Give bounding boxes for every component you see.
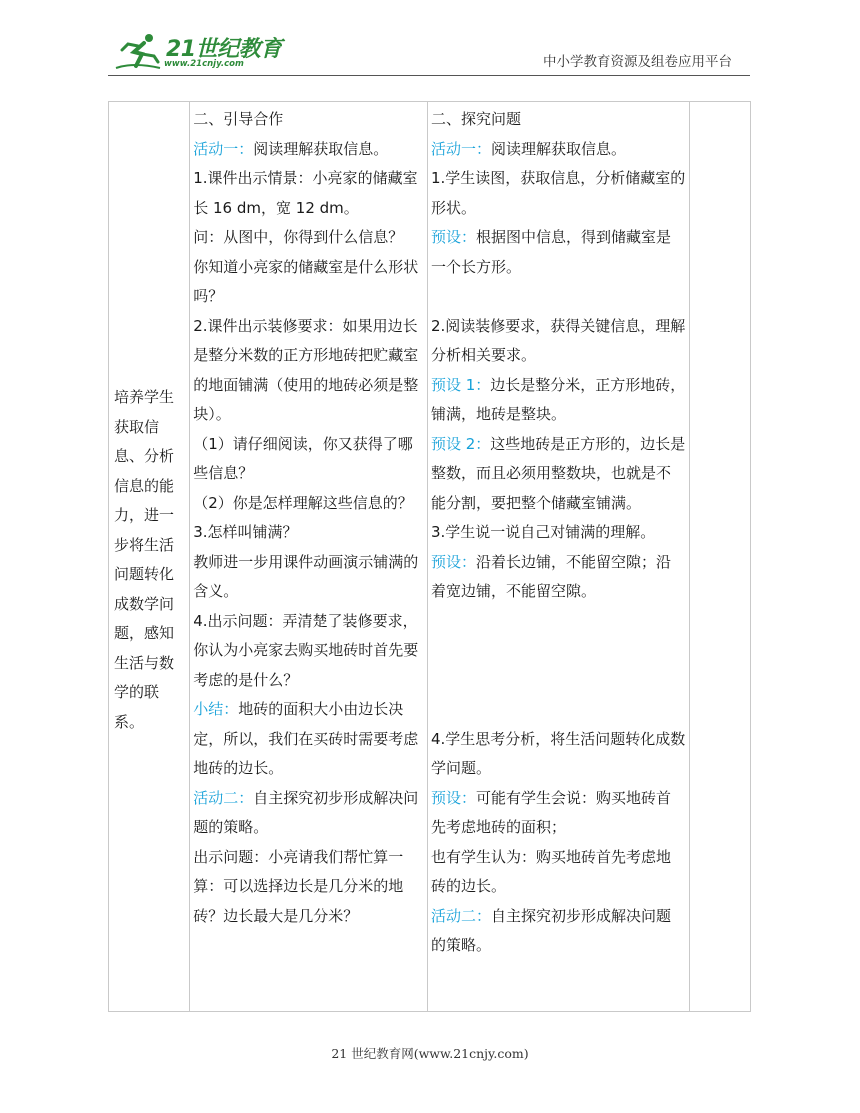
- header-divider: [108, 75, 750, 76]
- teacher-line: 教师进一步用课件动画演示铺满的含义。: [193, 552, 419, 600]
- student-heading: 二、探究问题: [430, 110, 521, 128]
- student-activity-cell: [427, 102, 689, 1012]
- preset-tag: 预设：: [430, 228, 476, 246]
- logo-url: www.21cnjy.com: [164, 59, 244, 69]
- preset-tag: 预设：: [430, 552, 476, 571]
- objective-text: 培养学生获取信息、分析信息的能力，进一步将生活问题转化成数学问题，感知生活与数学的联系。: [114, 388, 175, 731]
- teacher-line: 1.课件出示情景：小亮家的储藏室长 16 dm，宽 12 dm。: [193, 169, 418, 217]
- teacher-line: （2）你是怎样理解这些信息的？: [193, 493, 413, 512]
- activity-tag: 活动二：: [193, 788, 254, 807]
- teacher-line: 出示问题：小亮请我们帮忙算一算：可以选择边长是几分米的地砖？边长最大是几分米？: [193, 847, 404, 925]
- teacher-line: （1）请仔细阅读，你又获得了哪些信息？: [193, 434, 413, 482]
- teacher-line: 问：从图中，你得到什么信息？: [193, 228, 404, 246]
- student-line: 4.学生思考分析，将生活问题转化成数学问题。: [430, 729, 686, 777]
- student-activity-2: 活动二：自主探究初步形成解决问题的策略。: [430, 906, 672, 954]
- teacher-line: 3.怎样叫铺满？: [193, 523, 298, 541]
- logo-text: 21世纪教育: [166, 37, 282, 62]
- preset-tag: 预设：: [430, 788, 476, 807]
- student-preset: 预设：沿着长边铺，不能留空隙；沿着宽边铺，不能留空隙。: [430, 552, 672, 600]
- notes-cell: [689, 102, 750, 1012]
- objective-cell: [109, 102, 190, 1012]
- student-line: 也有学生认为：购买地砖首先考虑地砖的边长。: [430, 847, 671, 895]
- table-row: [109, 102, 751, 1012]
- teacher-summary: 小结：地砖的面积大小由边长决定，所以，我们在买砖时需要考虑地砖的边长。: [193, 700, 419, 777]
- student-line: 3.学生说一说自己对铺满的理解。: [430, 523, 656, 541]
- student-line: 1.学生读图，获取信息，分析储藏室的形状。: [430, 169, 686, 217]
- platform-title: 中小学教育资源及组卷应用平台: [543, 54, 732, 70]
- page-header: [108, 28, 748, 74]
- student-preset: 预设：可能有学生会说：购买地砖首先考虑地砖的面积；: [430, 788, 672, 836]
- teacher-activity-cell: [190, 102, 428, 1012]
- student-preset: 预设：根据图中信息，得到储藏室是一个长方形。: [430, 228, 672, 276]
- preset-tag: 预设 1：: [430, 375, 491, 394]
- teacher-line: 4.出示问题：弄清楚了装修要求，你认为小亮家去购买地砖时首先要考虑的是什么？: [193, 611, 419, 689]
- activity-tag: 活动一：: [430, 139, 491, 158]
- student-activity-1: 活动一：阅读理解获取信息。: [430, 139, 627, 158]
- activity-tag: 活动一：: [193, 139, 254, 158]
- site-logo: [114, 30, 284, 74]
- student-preset: 预设 1：边长是整分米，正方形地砖，铺满，地砖是整块。: [430, 375, 686, 423]
- teacher-activity-2: 活动二：自主探究初步形成解决问题的策略。: [193, 788, 419, 836]
- preset-tag: 预设 2：: [430, 434, 491, 453]
- page-footer: 21 世纪教育网(www.21cnjy.com): [331, 1046, 529, 1061]
- student-preset: 预设 2：这些地砖是正方形的，边长是整数，而且必须用整数块，也就是不能分割，要把整个储藏室铺满。: [430, 434, 686, 512]
- teacher-heading: 二、引导合作: [193, 110, 284, 128]
- student-line: 2.阅读装修要求，获得关键信息，理解分析相关要求。: [430, 316, 686, 364]
- teacher-activity-1: 活动一：阅读理解获取信息。: [193, 139, 389, 158]
- lesson-table: [108, 101, 751, 1012]
- summary-tag: 小结：: [193, 700, 239, 718]
- teacher-line: 2.课件出示装修要求：如果用边长是整分米数的正方形地砖把贮藏室的地面铺满（使用的地砖必须是整块）。: [193, 316, 419, 423]
- activity-tag: 活动二：: [430, 906, 491, 925]
- teacher-line: 你知道小亮家的储藏室是什么形状吗？: [193, 257, 419, 305]
- runner-logo-icon: [114, 32, 164, 72]
